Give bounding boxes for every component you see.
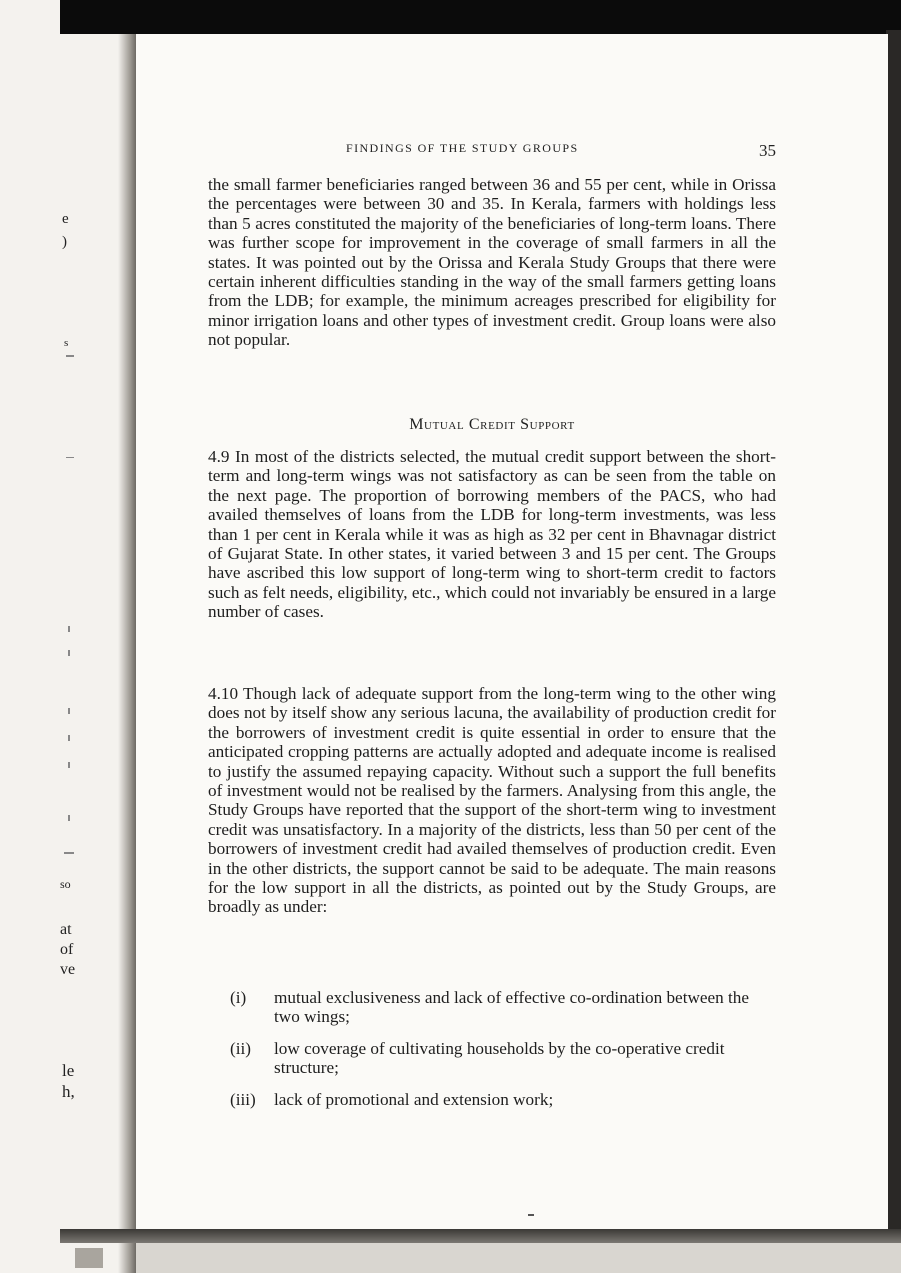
prev-page-fragment: at (60, 921, 72, 938)
list-marker: (i) (230, 988, 247, 1007)
reasons-list (230, 988, 776, 1121)
book-gutter-shadow (118, 0, 136, 1273)
scan-right-border (886, 30, 901, 1235)
prev-page-mark (68, 626, 70, 632)
prev-page-mark (68, 762, 70, 768)
print-smudge (528, 1214, 534, 1216)
prev-page-fragment: of (60, 941, 74, 958)
prev-page-mark (68, 735, 70, 741)
prev-page-fragment: h, (62, 1082, 75, 1101)
prev-page-mark (64, 852, 74, 854)
list-item (230, 1090, 776, 1109)
prev-page-fragment: s (64, 337, 69, 349)
list-item (230, 988, 776, 1027)
prev-page-fragment: le (62, 1061, 75, 1080)
paragraph-4-10: 4.10 Though lack of adequate support from the long-term wing to the other wing does not by itself show any serious lacuna, the availability of production credit for the borrowers of investment credit is quite essential in order to ensure that the anticipated cropping patterns are actually adopted and adequate income is realised to justify the assumed repaying capacity. Without such a support the full benefits of investment would not be realised by the farmers. Analysing from this angle, the Study Groups have reported that the support of the short-term wing to investment credit was unsatisfactory. In a majority of the districts, less than 50 per cent of the borrowers of investment credit had availed themselves of production credit. Even in the other districts, the support cannot be said to be adequate. The main reasons for the low support in all the districts, as pointed out by the Study Groups, are broadly as under: (208, 684, 776, 917)
list-item (230, 1039, 776, 1078)
list-item-text: low coverage of cultivating households by the co-operative credit structure; (274, 1038, 725, 1078)
prev-page-fragment: so (60, 877, 71, 891)
prev-page-fragment: e (62, 211, 69, 227)
prev-page-fragment: ve (60, 961, 76, 978)
paragraph-4-9: 4.9 In most of the districts selected, the mutual credit support between the short-term and long-term wings was not satisfactory as can be seen from the table on the next page. The proportion of borrowing members of the PACS, who had availed themselves of loans from the LDB for long-term investments, was less than 1 per cent in Kerala while it was as high as 32 per cent in Bhavnagar district of Gujarat State. In other states, it varied between 3 and 15 per cent. The Groups have ascribed this low support of long-term wing to short-term credit to factors such as felt needs, eligibility, etc., which could not invariably be ensured in a large number of cases. (208, 447, 776, 622)
running-head: FINDINGS OF THE STUDY GROUPS (346, 141, 579, 155)
prev-page-mark (66, 355, 74, 357)
section-heading: Mutual Credit Support (409, 416, 575, 433)
prev-page-mark (68, 650, 70, 656)
list-marker: (iii) (230, 1089, 256, 1109)
list-marker: (ii) (230, 1038, 251, 1058)
scan-top-border (60, 0, 901, 34)
prev-page-mark (68, 708, 70, 714)
paragraph-intro: the small farmer beneficiaries ranged between 36 and 55 per cent, while in Orissa the percentages were between 30 and 35. In Kerala, farmers with holdings less than 5 acres constituted the majority of the beneficiaries of long-term loans. There was further scope for improvement in the coverage of small farmers in all the states. It was pointed out by the Orissa and Kerala Study Groups that there were certain inherent difficulties standing in the way of the small farmers getting loans from the LDB; for example, the minimum acreages prescribed for eligibility for minor irrigation loans and other types of investment credit. Group loans were also not popular. (208, 175, 776, 350)
prev-page-mark (66, 457, 74, 458)
prev-page-fragment: ) (62, 234, 67, 250)
scan-corner-artifact (75, 1248, 103, 1268)
scan-bottom-border (60, 1229, 901, 1243)
list-item-text: mutual exclusiveness and lack of effective co-ordination between the two wings; (274, 988, 750, 1027)
prev-page-mark (68, 815, 70, 821)
list-item-text: lack of promotional and extension work; (274, 1089, 554, 1109)
page-number: 35 (759, 141, 776, 160)
